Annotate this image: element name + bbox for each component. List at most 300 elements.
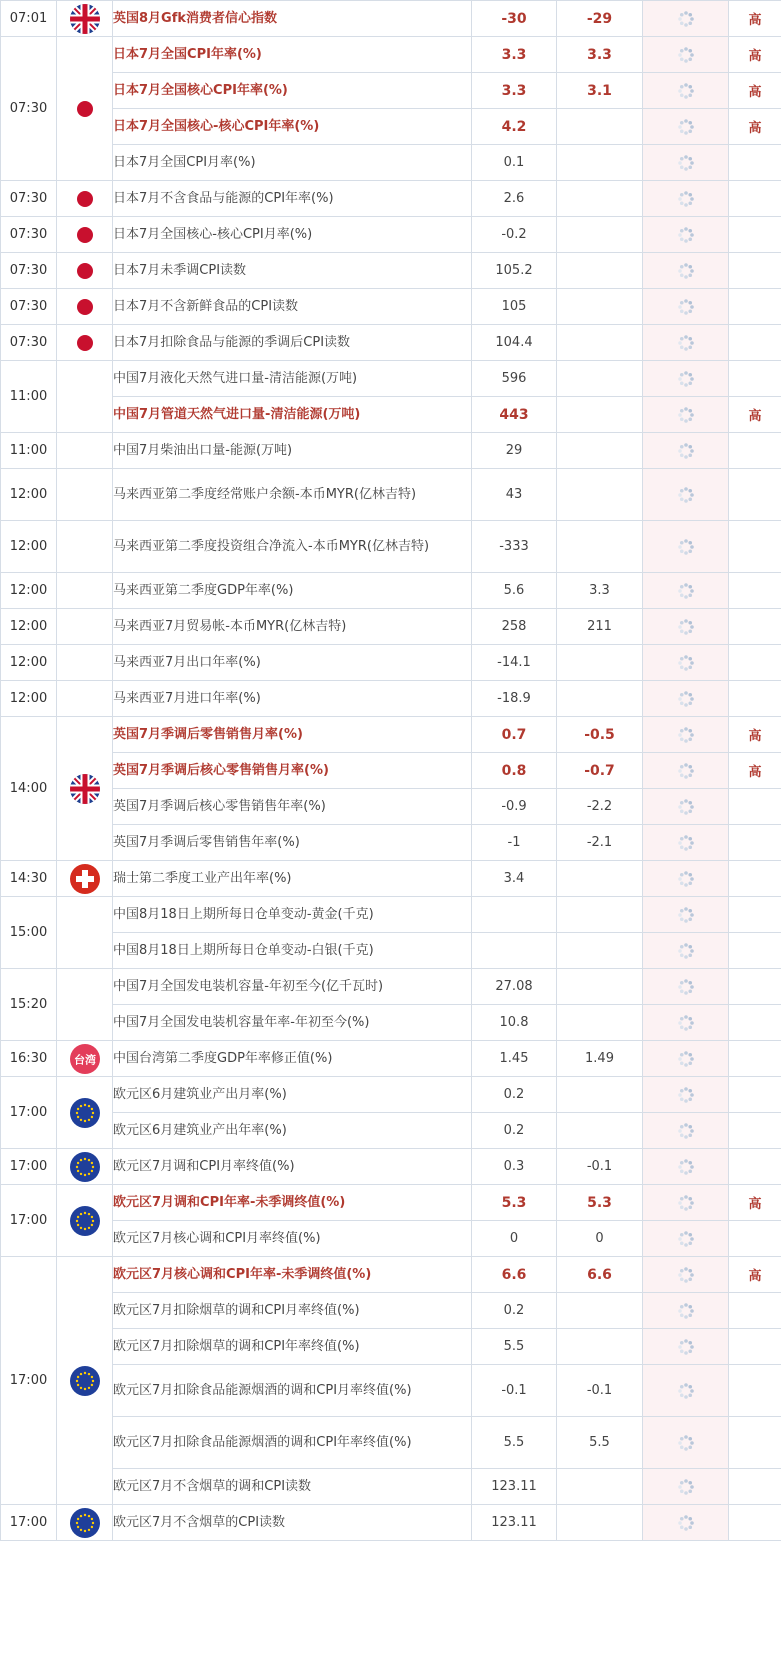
forecast-value bbox=[557, 253, 643, 289]
loading-spinner-icon bbox=[677, 298, 695, 316]
indicator-name[interactable]: 英国8月Gfk消费者信心指数 bbox=[113, 1, 472, 37]
importance-badge bbox=[729, 1005, 781, 1041]
indicator-name[interactable]: 马来西亚第二季度投资组合净流入-本币MYR(亿林吉特) bbox=[113, 521, 472, 573]
importance-badge bbox=[729, 1041, 781, 1077]
japan-flag-icon bbox=[70, 220, 100, 250]
forecast-value bbox=[557, 645, 643, 681]
actual-value-cell bbox=[643, 145, 729, 181]
calendar-row[interactable] bbox=[1, 1185, 781, 1221]
indicator-name[interactable]: 日本7月全国核心CPI年率(%) bbox=[113, 73, 472, 109]
indicator-name[interactable]: 欧元区6月建筑业产出月率(%) bbox=[113, 1077, 472, 1113]
calendar-row[interactable] bbox=[1, 1221, 781, 1257]
loading-spinner-icon bbox=[677, 618, 695, 636]
calendar-row[interactable] bbox=[1, 469, 781, 521]
calendar-row[interactable] bbox=[1, 1417, 781, 1469]
calendar-row[interactable] bbox=[1, 289, 781, 325]
indicator-name[interactable]: 中国7月全国发电装机容量年率-年初至今(%) bbox=[113, 1005, 472, 1041]
importance-badge: 高 bbox=[729, 73, 781, 109]
calendar-row[interactable] bbox=[1, 609, 781, 645]
forecast-value: -0.1 bbox=[557, 1365, 643, 1417]
forecast-value: 5.5 bbox=[557, 1417, 643, 1469]
indicator-name[interactable]: 日本7月不含食品与能源的CPI年率(%) bbox=[113, 181, 472, 217]
loading-spinner-icon bbox=[677, 726, 695, 744]
importance-badge: 高 bbox=[729, 1185, 781, 1221]
event-time: 07:30 bbox=[1, 217, 57, 253]
country-flag-cell bbox=[57, 217, 113, 253]
forecast-value: 211 bbox=[557, 609, 643, 645]
previous-value: 0.2 bbox=[472, 1293, 557, 1329]
loading-spinner-icon bbox=[677, 1382, 695, 1400]
previous-value bbox=[472, 897, 557, 933]
loading-spinner-icon bbox=[677, 1086, 695, 1104]
actual-value-cell bbox=[643, 289, 729, 325]
importance-badge: 高 bbox=[729, 109, 781, 145]
importance-badge: 高 bbox=[729, 753, 781, 789]
loading-spinner-icon bbox=[677, 1194, 695, 1212]
previous-value: 123.11 bbox=[472, 1469, 557, 1505]
forecast-value: -2.2 bbox=[557, 789, 643, 825]
indicator-name[interactable]: 马来西亚第二季度经常账户余额-本币MYR(亿林吉特) bbox=[113, 469, 472, 521]
country-flag-cell bbox=[57, 609, 113, 645]
indicator-name[interactable]: 欧元区7月不含烟草的调和CPI读数 bbox=[113, 1469, 472, 1505]
calendar-row[interactable] bbox=[1, 717, 781, 753]
actual-value-cell bbox=[643, 897, 729, 933]
previous-value: 2.6 bbox=[472, 181, 557, 217]
actual-value-cell bbox=[643, 253, 729, 289]
forecast-value: -0.1 bbox=[557, 1149, 643, 1185]
calendar-row[interactable] bbox=[1, 1505, 781, 1541]
event-time: 07:01 bbox=[1, 1, 57, 37]
event-time: 16:30 bbox=[1, 1041, 57, 1077]
calendar-row[interactable] bbox=[1, 897, 781, 933]
loading-spinner-icon bbox=[677, 582, 695, 600]
event-time: 12:00 bbox=[1, 469, 57, 521]
loading-spinner-icon bbox=[677, 406, 695, 424]
forecast-value bbox=[557, 1005, 643, 1041]
forecast-value bbox=[557, 325, 643, 361]
indicator-name[interactable]: 马来西亚7月出口年率(%) bbox=[113, 645, 472, 681]
indicator-name[interactable]: 欧元区7月调和CPI月率终值(%) bbox=[113, 1149, 472, 1185]
indicator-name[interactable]: 中国7月全国发电装机容量-年初至今(亿千瓦时) bbox=[113, 969, 472, 1005]
forecast-value bbox=[557, 217, 643, 253]
indicator-name[interactable]: 中国8月18日上期所每日仓单变动-白银(千克) bbox=[113, 933, 472, 969]
loading-spinner-icon bbox=[677, 442, 695, 460]
calendar-row[interactable] bbox=[1, 217, 781, 253]
actual-value-cell bbox=[643, 1469, 729, 1505]
forecast-value: -2.1 bbox=[557, 825, 643, 861]
event-time: 14:00 bbox=[1, 717, 57, 861]
loading-spinner-icon bbox=[677, 334, 695, 352]
importance-badge bbox=[729, 573, 781, 609]
forecast-value: -0.5 bbox=[557, 717, 643, 753]
calendar-row[interactable] bbox=[1, 145, 781, 181]
event-time: 11:00 bbox=[1, 433, 57, 469]
loading-spinner-icon bbox=[677, 154, 695, 172]
japan-flag-icon bbox=[70, 256, 100, 286]
country-flag-cell bbox=[57, 861, 113, 897]
forecast-value: 3.3 bbox=[557, 573, 643, 609]
loading-spinner-icon bbox=[677, 262, 695, 280]
indicator-name[interactable]: 欧元区7月调和CPI年率-未季调终值(%) bbox=[113, 1185, 472, 1221]
country-flag-cell bbox=[57, 1505, 113, 1541]
importance-badge: 高 bbox=[729, 1257, 781, 1293]
event-time: 11:00 bbox=[1, 361, 57, 433]
calendar-row[interactable] bbox=[1, 397, 781, 433]
indicator-name[interactable]: 英国7月季调后核心零售销售月率(%) bbox=[113, 753, 472, 789]
indicator-name[interactable]: 中国8月18日上期所每日仓单变动-黄金(千克) bbox=[113, 897, 472, 933]
forecast-value: 3.1 bbox=[557, 73, 643, 109]
loading-spinner-icon bbox=[677, 1050, 695, 1068]
indicator-name[interactable]: 欧元区7月扣除烟草的调和CPI年率终值(%) bbox=[113, 1329, 472, 1365]
importance-badge bbox=[729, 1505, 781, 1541]
calendar-row[interactable] bbox=[1, 573, 781, 609]
actual-value-cell bbox=[643, 753, 729, 789]
loading-spinner-icon bbox=[677, 690, 695, 708]
previous-value: 10.8 bbox=[472, 1005, 557, 1041]
calendar-row[interactable] bbox=[1, 325, 781, 361]
event-time: 12:00 bbox=[1, 609, 57, 645]
calendar-row[interactable] bbox=[1, 1329, 781, 1365]
importance-badge bbox=[729, 521, 781, 573]
importance-badge bbox=[729, 181, 781, 217]
calendar-row[interactable] bbox=[1, 861, 781, 897]
calendar-row[interactable] bbox=[1, 1041, 781, 1077]
country-flag-cell bbox=[57, 1149, 113, 1185]
japan-flag-icon bbox=[70, 94, 100, 124]
importance-badge bbox=[729, 361, 781, 397]
indicator-name[interactable]: 英国7月季调后零售销售年率(%) bbox=[113, 825, 472, 861]
indicator-name[interactable]: 日本7月全国核心-核心CPI年率(%) bbox=[113, 109, 472, 145]
previous-value: -18.9 bbox=[472, 681, 557, 717]
forecast-value: 6.6 bbox=[557, 1257, 643, 1293]
loading-spinner-icon bbox=[677, 538, 695, 556]
importance-badge: 高 bbox=[729, 1, 781, 37]
indicator-name[interactable]: 中国7月管道天然气进口量-清洁能源(万吨) bbox=[113, 397, 472, 433]
actual-value-cell bbox=[643, 1293, 729, 1329]
taiwan-flag-text: 台湾 bbox=[73, 1053, 96, 1066]
forecast-value bbox=[557, 1113, 643, 1149]
forecast-value: 1.49 bbox=[557, 1041, 643, 1077]
importance-badge bbox=[729, 825, 781, 861]
forecast-value: 5.3 bbox=[557, 1185, 643, 1221]
previous-value: 258 bbox=[472, 609, 557, 645]
indicator-name[interactable]: 英国7月季调后零售销售月率(%) bbox=[113, 717, 472, 753]
event-time: 12:00 bbox=[1, 573, 57, 609]
country-flag-cell bbox=[57, 969, 113, 1041]
actual-value-cell bbox=[643, 325, 729, 361]
calendar-row[interactable] bbox=[1, 1005, 781, 1041]
previous-value: -0.9 bbox=[472, 789, 557, 825]
importance-badge bbox=[729, 645, 781, 681]
forecast-value bbox=[557, 109, 643, 145]
previous-value: 5.6 bbox=[472, 573, 557, 609]
previous-value: 123.11 bbox=[472, 1505, 557, 1541]
country-flag-cell bbox=[57, 897, 113, 969]
calendar-row[interactable] bbox=[1, 37, 781, 73]
country-flag-cell bbox=[57, 1041, 113, 1077]
indicator-name[interactable]: 日本7月不含新鲜食品的CPI读数 bbox=[113, 289, 472, 325]
calendar-row[interactable] bbox=[1, 969, 781, 1005]
previous-value: 27.08 bbox=[472, 969, 557, 1005]
forecast-value bbox=[557, 1293, 643, 1329]
event-time: 07:30 bbox=[1, 325, 57, 361]
indicator-name[interactable]: 日本7月全国核心-核心CPI月率(%) bbox=[113, 217, 472, 253]
previous-value: 0.7 bbox=[472, 717, 557, 753]
actual-value-cell bbox=[643, 1, 729, 37]
loading-spinner-icon bbox=[677, 1514, 695, 1532]
forecast-value: 0 bbox=[557, 1221, 643, 1257]
previous-value: 443 bbox=[472, 397, 557, 433]
actual-value-cell bbox=[643, 681, 729, 717]
loading-spinner-icon bbox=[677, 1122, 695, 1140]
previous-value: 1.45 bbox=[472, 1041, 557, 1077]
importance-badge bbox=[729, 681, 781, 717]
country-flag-cell bbox=[57, 433, 113, 469]
forecast-value bbox=[557, 897, 643, 933]
actual-value-cell bbox=[643, 37, 729, 73]
actual-value-cell bbox=[643, 1365, 729, 1417]
loading-spinner-icon bbox=[677, 1434, 695, 1452]
previous-value: 43 bbox=[472, 469, 557, 521]
importance-badge bbox=[729, 1149, 781, 1185]
importance-badge bbox=[729, 433, 781, 469]
calendar-row[interactable] bbox=[1, 433, 781, 469]
indicator-name[interactable]: 马来西亚第二季度GDP年率(%) bbox=[113, 573, 472, 609]
forecast-value: -0.7 bbox=[557, 753, 643, 789]
previous-value: 0.3 bbox=[472, 1149, 557, 1185]
calendar-row[interactable] bbox=[1, 825, 781, 861]
loading-spinner-icon bbox=[677, 46, 695, 64]
loading-spinner-icon bbox=[677, 942, 695, 960]
loading-spinner-icon bbox=[677, 82, 695, 100]
calendar-row[interactable] bbox=[1, 1293, 781, 1329]
previous-value: 29 bbox=[472, 433, 557, 469]
actual-value-cell bbox=[643, 609, 729, 645]
country-flag-cell bbox=[57, 645, 113, 681]
switzerland-flag-icon bbox=[70, 864, 100, 894]
calendar-row[interactable] bbox=[1, 933, 781, 969]
actual-value-cell bbox=[643, 397, 729, 433]
calendar-row[interactable] bbox=[1, 1469, 781, 1505]
loading-spinner-icon bbox=[677, 906, 695, 924]
actual-value-cell bbox=[643, 181, 729, 217]
actual-value-cell bbox=[643, 1041, 729, 1077]
forecast-value bbox=[557, 361, 643, 397]
importance-badge: 高 bbox=[729, 397, 781, 433]
country-flag-cell bbox=[57, 1185, 113, 1257]
calendar-row[interactable] bbox=[1, 1077, 781, 1113]
calendar-row[interactable] bbox=[1, 645, 781, 681]
actual-value-cell bbox=[643, 969, 729, 1005]
previous-value: 0.1 bbox=[472, 145, 557, 181]
eu-flag-icon bbox=[70, 1366, 100, 1396]
calendar-row[interactable] bbox=[1, 1, 781, 37]
loading-spinner-icon bbox=[677, 1266, 695, 1284]
event-time: 17:00 bbox=[1, 1185, 57, 1257]
loading-spinner-icon bbox=[677, 798, 695, 816]
taiwan-flag-icon bbox=[70, 1044, 100, 1074]
actual-value-cell bbox=[643, 217, 729, 253]
calendar-row[interactable] bbox=[1, 73, 781, 109]
forecast-value bbox=[557, 1077, 643, 1113]
indicator-name[interactable]: 欧元区7月不含烟草的CPI读数 bbox=[113, 1505, 472, 1541]
calendar-row[interactable] bbox=[1, 521, 781, 573]
loading-spinner-icon bbox=[677, 978, 695, 996]
forecast-value bbox=[557, 1505, 643, 1541]
japan-flag-icon bbox=[70, 292, 100, 322]
loading-spinner-icon bbox=[677, 486, 695, 504]
importance-badge bbox=[729, 1329, 781, 1365]
previous-value: 3.4 bbox=[472, 861, 557, 897]
previous-value: 0.8 bbox=[472, 753, 557, 789]
indicator-name[interactable]: 中国7月柴油出口量-能源(万吨) bbox=[113, 433, 472, 469]
previous-value: 596 bbox=[472, 361, 557, 397]
calendar-row[interactable] bbox=[1, 1113, 781, 1149]
previous-value: 0 bbox=[472, 1221, 557, 1257]
calendar-row[interactable] bbox=[1, 253, 781, 289]
loading-spinner-icon bbox=[677, 1230, 695, 1248]
indicator-name[interactable]: 日本7月全国CPI年率(%) bbox=[113, 37, 472, 73]
loading-spinner-icon bbox=[677, 1014, 695, 1032]
event-time: 15:20 bbox=[1, 969, 57, 1041]
previous-value: 105.2 bbox=[472, 253, 557, 289]
actual-value-cell bbox=[643, 73, 729, 109]
loading-spinner-icon bbox=[677, 370, 695, 388]
actual-value-cell bbox=[643, 1113, 729, 1149]
japan-flag-icon bbox=[70, 184, 100, 214]
previous-value: 3.3 bbox=[472, 37, 557, 73]
loading-spinner-icon bbox=[677, 654, 695, 672]
calendar-row[interactable] bbox=[1, 1365, 781, 1417]
calendar-body bbox=[1, 1, 781, 1541]
indicator-name[interactable]: 欧元区7月扣除食品能源烟酒的调和CPI年率终值(%) bbox=[113, 1417, 472, 1469]
actual-value-cell bbox=[643, 645, 729, 681]
importance-badge bbox=[729, 1365, 781, 1417]
indicator-name[interactable]: 欧元区7月核心调和CPI年率-未季调终值(%) bbox=[113, 1257, 472, 1293]
actual-value-cell bbox=[643, 717, 729, 753]
indicator-name[interactable]: 瑞士第二季度工业产出年率(%) bbox=[113, 861, 472, 897]
indicator-name[interactable]: 欧元区6月建筑业产出年率(%) bbox=[113, 1113, 472, 1149]
calendar-row[interactable] bbox=[1, 681, 781, 717]
calendar-row[interactable] bbox=[1, 789, 781, 825]
importance-badge bbox=[729, 1221, 781, 1257]
importance-badge bbox=[729, 1077, 781, 1113]
loading-spinner-icon bbox=[677, 1338, 695, 1356]
indicator-name[interactable]: 日本7月未季调CPI读数 bbox=[113, 253, 472, 289]
event-time: 12:00 bbox=[1, 681, 57, 717]
country-flag-cell bbox=[57, 469, 113, 521]
previous-value: 6.6 bbox=[472, 1257, 557, 1293]
actual-value-cell bbox=[643, 825, 729, 861]
previous-value: -14.1 bbox=[472, 645, 557, 681]
calendar-row[interactable] bbox=[1, 361, 781, 397]
country-flag-cell bbox=[57, 361, 113, 433]
country-flag-cell bbox=[57, 253, 113, 289]
indicator-name[interactable]: 欧元区7月核心调和CPI月率终值(%) bbox=[113, 1221, 472, 1257]
previous-value: 5.3 bbox=[472, 1185, 557, 1221]
loading-spinner-icon bbox=[677, 1302, 695, 1320]
event-time: 15:00 bbox=[1, 897, 57, 969]
event-time: 17:00 bbox=[1, 1077, 57, 1149]
previous-value: 104.4 bbox=[472, 325, 557, 361]
importance-badge: 高 bbox=[729, 717, 781, 753]
actual-value-cell bbox=[643, 1185, 729, 1221]
indicator-name[interactable]: 中国7月液化天然气进口量-清洁能源(万吨) bbox=[113, 361, 472, 397]
calendar-row[interactable] bbox=[1, 753, 781, 789]
actual-value-cell bbox=[643, 521, 729, 573]
importance-badge bbox=[729, 609, 781, 645]
indicator-name[interactable]: 欧元区7月扣除食品能源烟酒的调和CPI月率终值(%) bbox=[113, 1365, 472, 1417]
indicator-name[interactable]: 中国台湾第二季度GDP年率修正值(%) bbox=[113, 1041, 472, 1077]
previous-value: 5.5 bbox=[472, 1329, 557, 1365]
forecast-value bbox=[557, 969, 643, 1005]
indicator-name[interactable]: 马来西亚7月贸易帐-本币MYR(亿林吉特) bbox=[113, 609, 472, 645]
previous-value: -30 bbox=[472, 1, 557, 37]
previous-value: -0.2 bbox=[472, 217, 557, 253]
country-flag-cell bbox=[57, 521, 113, 573]
actual-value-cell bbox=[643, 469, 729, 521]
actual-value-cell bbox=[643, 573, 729, 609]
previous-value bbox=[472, 933, 557, 969]
forecast-value bbox=[557, 145, 643, 181]
calendar-row[interactable] bbox=[1, 1257, 781, 1293]
previous-value: -0.1 bbox=[472, 1365, 557, 1417]
indicator-name[interactable]: 马来西亚7月进口年率(%) bbox=[113, 681, 472, 717]
indicator-name[interactable]: 欧元区7月扣除烟草的调和CPI月率终值(%) bbox=[113, 1293, 472, 1329]
loading-spinner-icon bbox=[677, 118, 695, 136]
actual-value-cell bbox=[643, 1221, 729, 1257]
calendar-row[interactable] bbox=[1, 181, 781, 217]
forecast-value bbox=[557, 181, 643, 217]
importance-badge: 高 bbox=[729, 37, 781, 73]
importance-badge bbox=[729, 469, 781, 521]
indicator-name[interactable]: 日本7月扣除食品与能源的季调后CPI读数 bbox=[113, 325, 472, 361]
calendar-row[interactable] bbox=[1, 1149, 781, 1185]
indicator-name[interactable]: 英国7月季调后核心零售销售年率(%) bbox=[113, 789, 472, 825]
loading-spinner-icon bbox=[677, 190, 695, 208]
actual-value-cell bbox=[643, 1077, 729, 1113]
country-flag-cell bbox=[57, 181, 113, 217]
previous-value: 5.5 bbox=[472, 1417, 557, 1469]
event-time: 07:30 bbox=[1, 37, 57, 181]
country-flag-cell bbox=[57, 1257, 113, 1505]
actual-value-cell bbox=[643, 1257, 729, 1293]
eu-flag-icon bbox=[70, 1152, 100, 1182]
forecast-value bbox=[557, 1469, 643, 1505]
forecast-value bbox=[557, 397, 643, 433]
japan-flag-icon bbox=[70, 328, 100, 358]
uk-flag-icon bbox=[70, 774, 100, 804]
event-time: 07:30 bbox=[1, 181, 57, 217]
calendar-row[interactable] bbox=[1, 109, 781, 145]
importance-badge bbox=[729, 933, 781, 969]
actual-value-cell bbox=[643, 789, 729, 825]
previous-value: 105 bbox=[472, 289, 557, 325]
previous-value: 3.3 bbox=[472, 73, 557, 109]
country-flag-cell bbox=[57, 37, 113, 181]
indicator-name[interactable]: 日本7月全国CPI月率(%) bbox=[113, 145, 472, 181]
event-time: 12:00 bbox=[1, 521, 57, 573]
country-flag-cell bbox=[57, 289, 113, 325]
importance-badge bbox=[729, 253, 781, 289]
importance-badge bbox=[729, 325, 781, 361]
event-time: 12:00 bbox=[1, 645, 57, 681]
loading-spinner-icon bbox=[677, 1158, 695, 1176]
eu-flag-icon bbox=[70, 1508, 100, 1538]
actual-value-cell bbox=[643, 1329, 729, 1365]
eu-flag-icon bbox=[70, 1098, 100, 1128]
forecast-value bbox=[557, 469, 643, 521]
